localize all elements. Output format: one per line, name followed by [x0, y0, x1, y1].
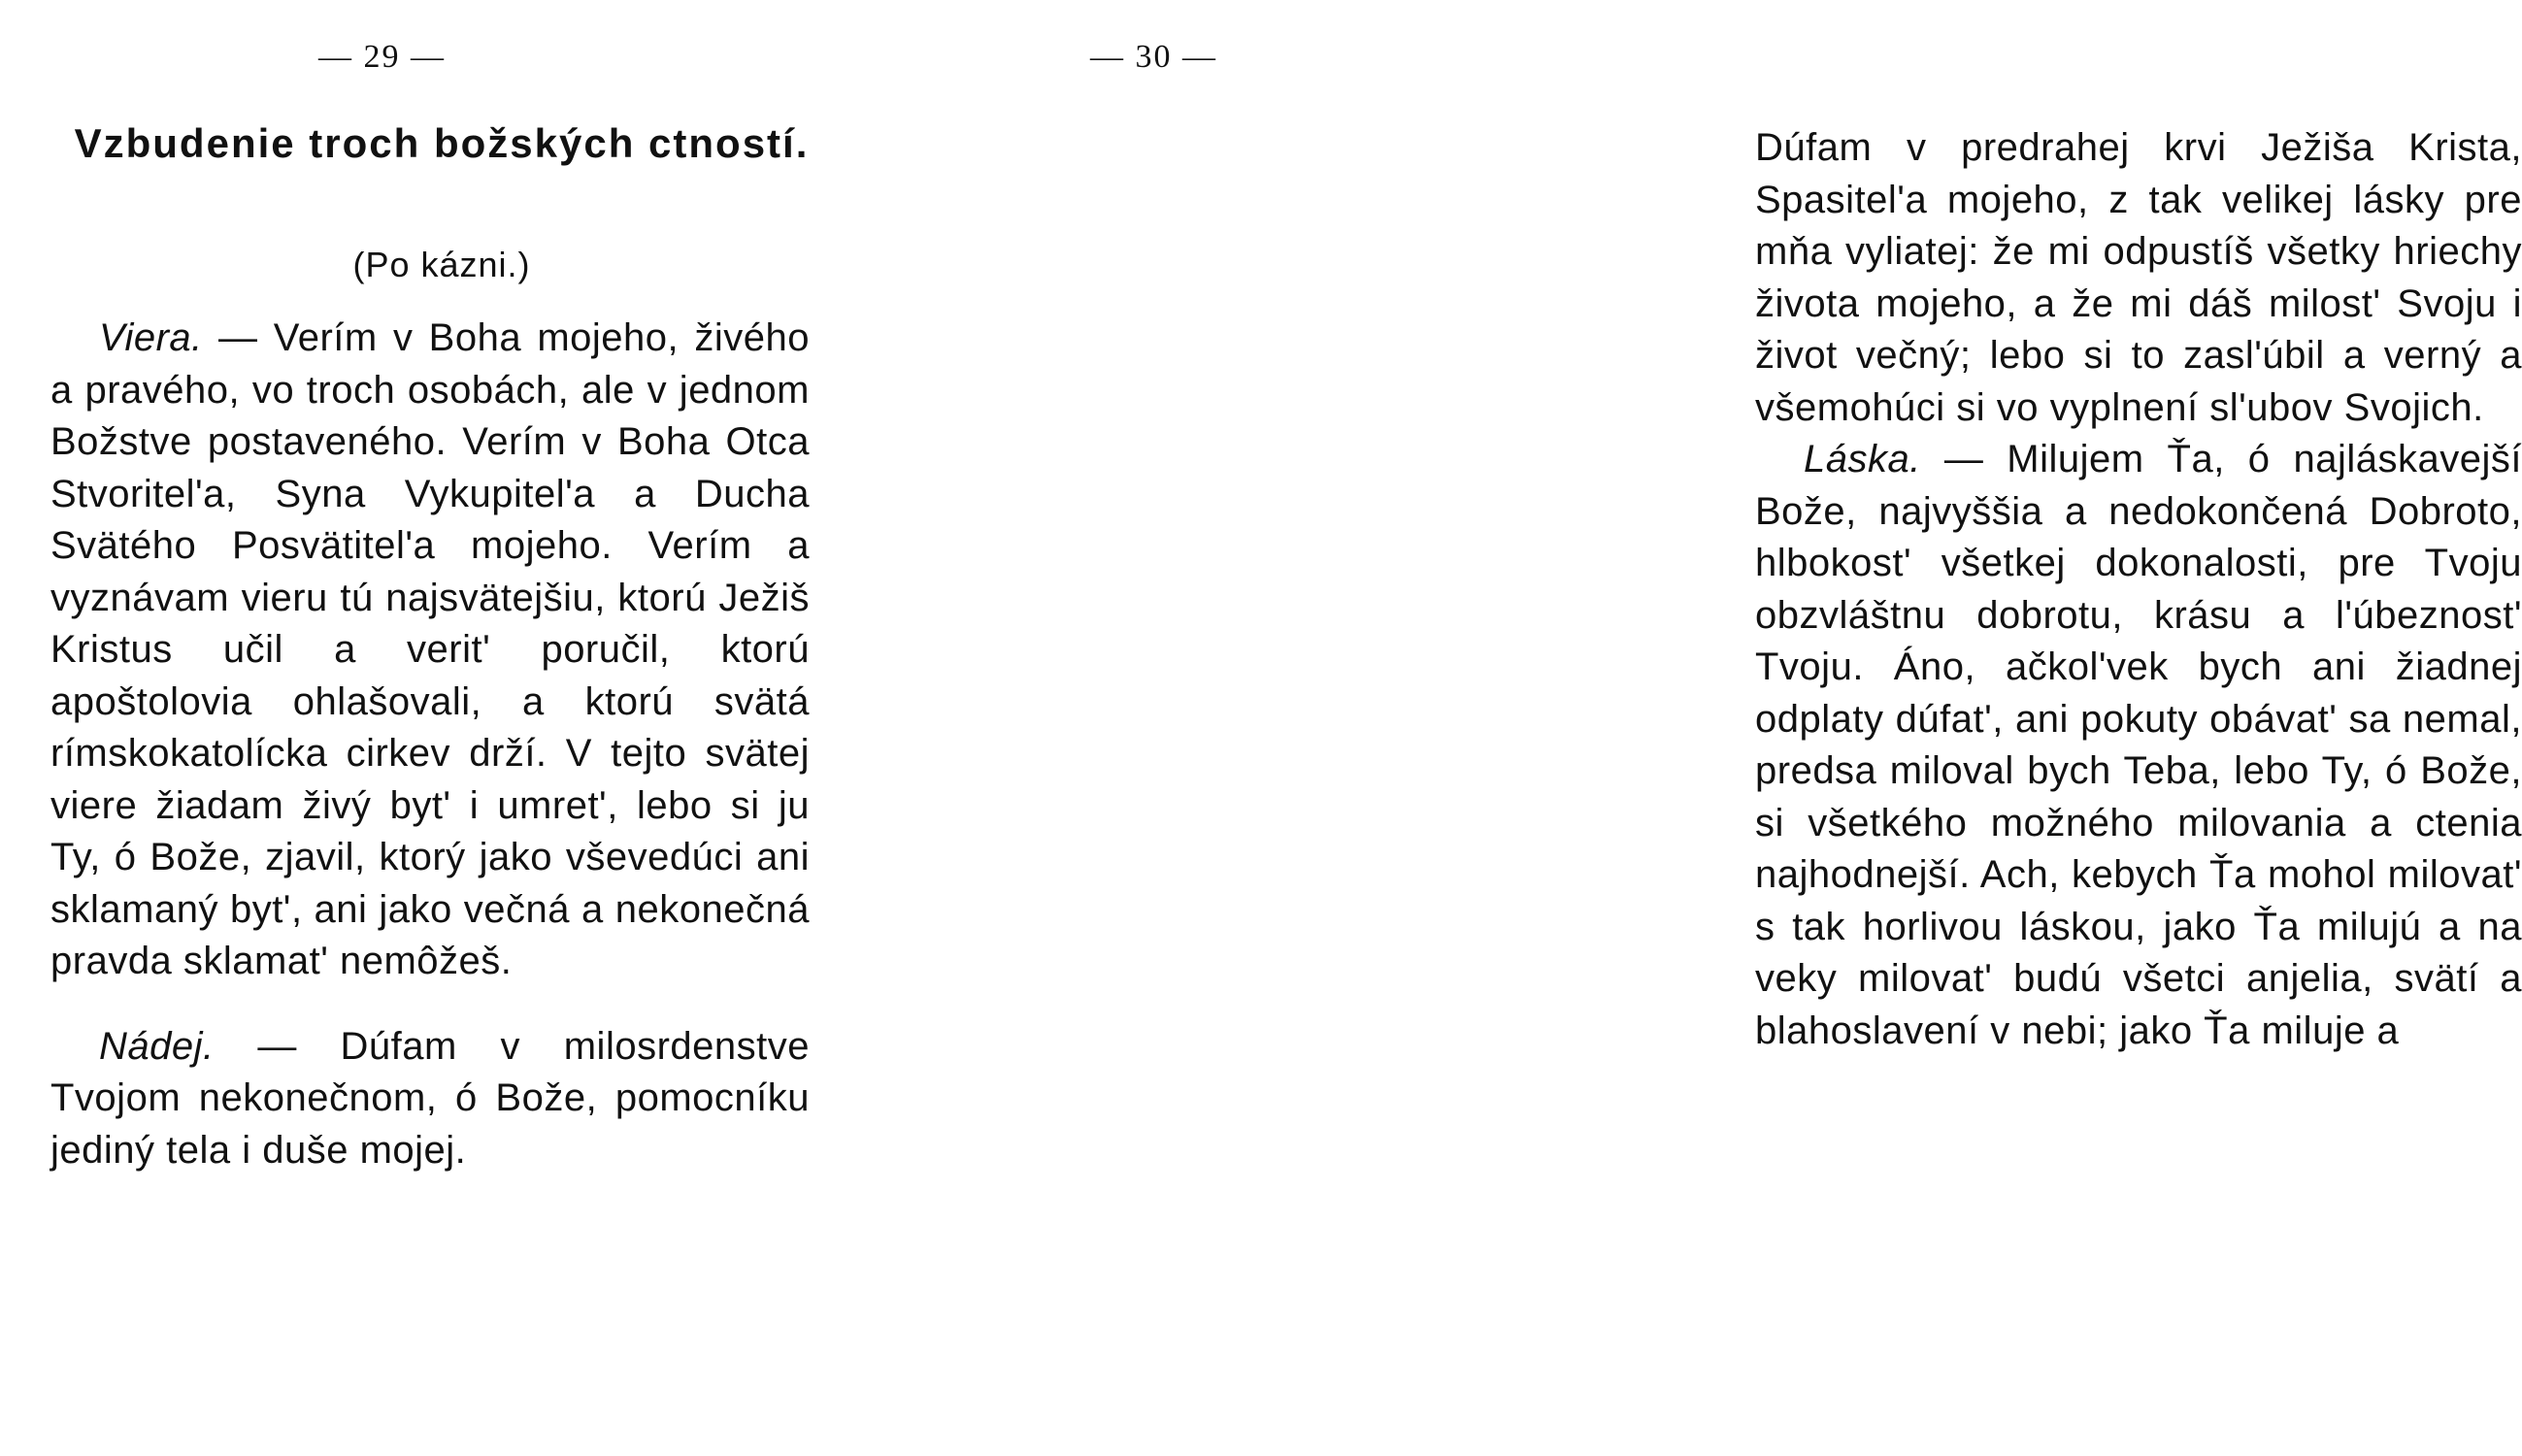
page-number-left: — 29 —: [318, 39, 446, 75]
right-body-text: [1755, 122, 2522, 1057]
right-page: [853, 0, 2522, 1456]
paragraph-label: Viera.: [99, 316, 203, 359]
paragraph-hope-continued: [1755, 122, 2522, 434]
paragraph-love: [1755, 434, 2522, 1057]
left-page: [0, 0, 853, 1456]
paragraph-hope: [50, 1021, 810, 1177]
paragraph-faith: [50, 313, 810, 988]
paragraph-text: — Verím v Boha mojeho, živého a pravého, vo troch osobách, ale v jednom Božstve postaveného. Verím v Boha Otca Stvoritel'a, Syna Vykupitel'a a Ducha Svätého Posvätitel'a mojeho. Verím a vyznávam vieru tú najsvätejšiu, ktorú Ježiš Kristus učil a verit' poručil, ktorú apoštolovia ohlašovali, a ktorú svätá rímskokatolícka cirkev drží. V tejto svätej viere žiadam živý byt' i umret', lebo si ju Ty, ó Bože, zjavil, ktorý jako vševedúci ani sklamaný byt', ani jako večná a nekonečná pravda sklamat' nemôžeš.: [50, 316, 810, 982]
page-number-right: — 30 —: [1090, 39, 1217, 75]
paragraph-label: Láska.: [1804, 438, 1921, 480]
paragraph-text: — Dúfam v milosrdenstve Tvojom nekonečnom, ó Bože, pomocníku jediný tela i duše mojej.: [50, 1024, 810, 1172]
paragraph-text: Dúfam v predrahej krvi Ježiša Krista, Spasitel'a mojeho, z tak velikej lásky pre mňa vyliatej: že mi odpustíš všetky hriechy života mojeho, a že mi dáš milost' Svoju i život večný; lebo si to zasl'úbil a verný a všemohúci si vo vyplnení sl'ubov Svojich.: [1755, 126, 2522, 429]
chapter-subheading: (Po kázni.): [352, 245, 531, 284]
paragraph-label: Nádej.: [99, 1024, 215, 1068]
chapter-heading: Vzbudenie troch božských ctností.: [74, 120, 810, 166]
paragraph-text: — Milujem Ťa, ó najláskavejší Bože, najvyššia a nedokončená Dobroto, hlbokost' všetkej dokonalosti, pre Tvoju obzvláštnu dobrotu, krásu a l'úbeznost' Tvoju. Áno, ačkol'vek bych ani žiadnej odplaty dúfat', ani pokuty obávat' sa nemal, predsa miloval bych Teba, lebo Ty, ó Bože, si všetkého možného milovania a ctenia najhodnejší. Ach, kebych Ťa mohol milovat' s tak horlivou láskou, jako Ťa milujú a na veky milovat' budú všetci anjelia, svätí a blahoslavení v nebi; jako Ťa miluje a: [1755, 438, 2522, 1052]
left-body-text: [50, 313, 810, 1176]
